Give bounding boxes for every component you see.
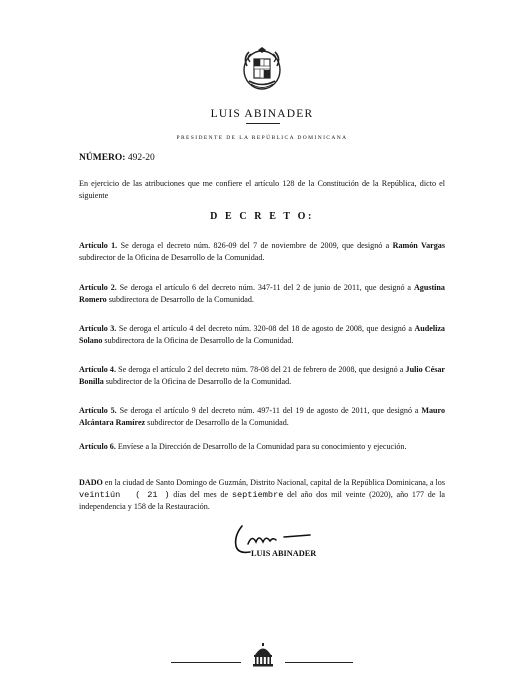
article-5 (79, 405, 445, 429)
closing-dado: DADO (79, 478, 103, 487)
decree-number-label: NÚMERO: (79, 153, 126, 163)
signatory-name: LUIS ABINADER (251, 549, 317, 558)
article-text: Envíese a la Dirección de Desarrollo de la Comunidad para su conocimiento y ejecución. (115, 442, 407, 451)
article-4 (79, 364, 445, 388)
decree-preamble: En ejercicio de las atribuciones que me confiere el artículo 128 de la Constitución de la República, dicto el siguiente (79, 179, 445, 201)
footer-rule-left (171, 662, 241, 663)
closing-text: días del mes de (169, 490, 232, 500)
article-text: Se deroga el artículo 6 del decreto núm. 347-11 del 2 de junio de 2011, que designó a (116, 283, 414, 292)
palace-emblem-icon (252, 643, 274, 667)
article-label: Artículo 1. (79, 241, 118, 250)
closing-month: septiembre (231, 490, 284, 501)
article-text: subdirector de la Oficina de Desarrollo de la Comunidad. (79, 253, 265, 263)
closing-paragraph (79, 477, 445, 513)
article-label: Artículo 6. (79, 442, 116, 451)
article-label: Artículo 3. (79, 324, 117, 333)
article-label: Artículo 2. (79, 283, 117, 292)
article-text: Se deroga el decreto núm. 826-09 del 7 de noviembre de 2009, que designó a (117, 241, 393, 250)
closing-day-word: veintiún (79, 490, 121, 501)
coat-of-arms-seal (241, 46, 283, 92)
article-text: Se deroga el artículo 4 del decreto núm. 320-08 del 18 de agosto de 2008, que designó a (116, 324, 415, 333)
article-3 (79, 323, 445, 347)
decree-number (79, 153, 155, 163)
decree-heading: D E C R E T O: (210, 211, 314, 222)
article-label: Artículo 4. (79, 365, 116, 374)
article-text: subdirector de la Oficina de Desarrollo de la Comunidad. (103, 377, 292, 387)
footer-rule-right (285, 662, 353, 663)
article-6 (79, 441, 445, 453)
closing-text: del año dos mil veinte (2020), año 177 de la independencia y 158 de la Restauración. (79, 490, 445, 512)
article-label: Artículo 5. (79, 406, 117, 415)
president-title: PRESIDENTE DE LA REPÚBLICA DOMINICANA (176, 135, 348, 141)
article-text: subdirectora de la Oficina de Desarrollo de la Comunidad. (102, 336, 294, 346)
article-person: Audeliza Solano (79, 324, 445, 346)
closing-day-number: ( 21 ) (135, 490, 170, 501)
article-text: subdirectora de Desarrollo de la Comunidad. (106, 295, 254, 305)
header-divider (246, 123, 280, 124)
article-person: Julio César Bonilla (79, 365, 445, 387)
article-text: Se deroga el artículo 2 del decreto núm. 78-08 del 21 de febrero de 2008, que designó a (115, 365, 406, 374)
article-text: subdirector de Desarrollo de la Comunidad. (145, 418, 289, 428)
article-person: Ramón Vargas (392, 241, 445, 250)
closing-text: en la ciudad de Santo Domingo de Guzmán, Distrito Nacional, capital de la República Dominicana, a los (102, 478, 445, 487)
article-2 (79, 282, 445, 306)
article-1 (79, 240, 445, 264)
article-person: Mauro Alcántara Ramírez (79, 406, 445, 428)
decree-number-value: 492-20 (127, 153, 155, 163)
article-person: Agustina Romero (79, 283, 445, 305)
president-name: LUIS ABINADER (210, 108, 314, 120)
article-text: Se deroga el artículo 9 del decreto núm. 497-11 del 19 de agosto de 2011, que designó a (116, 406, 422, 415)
